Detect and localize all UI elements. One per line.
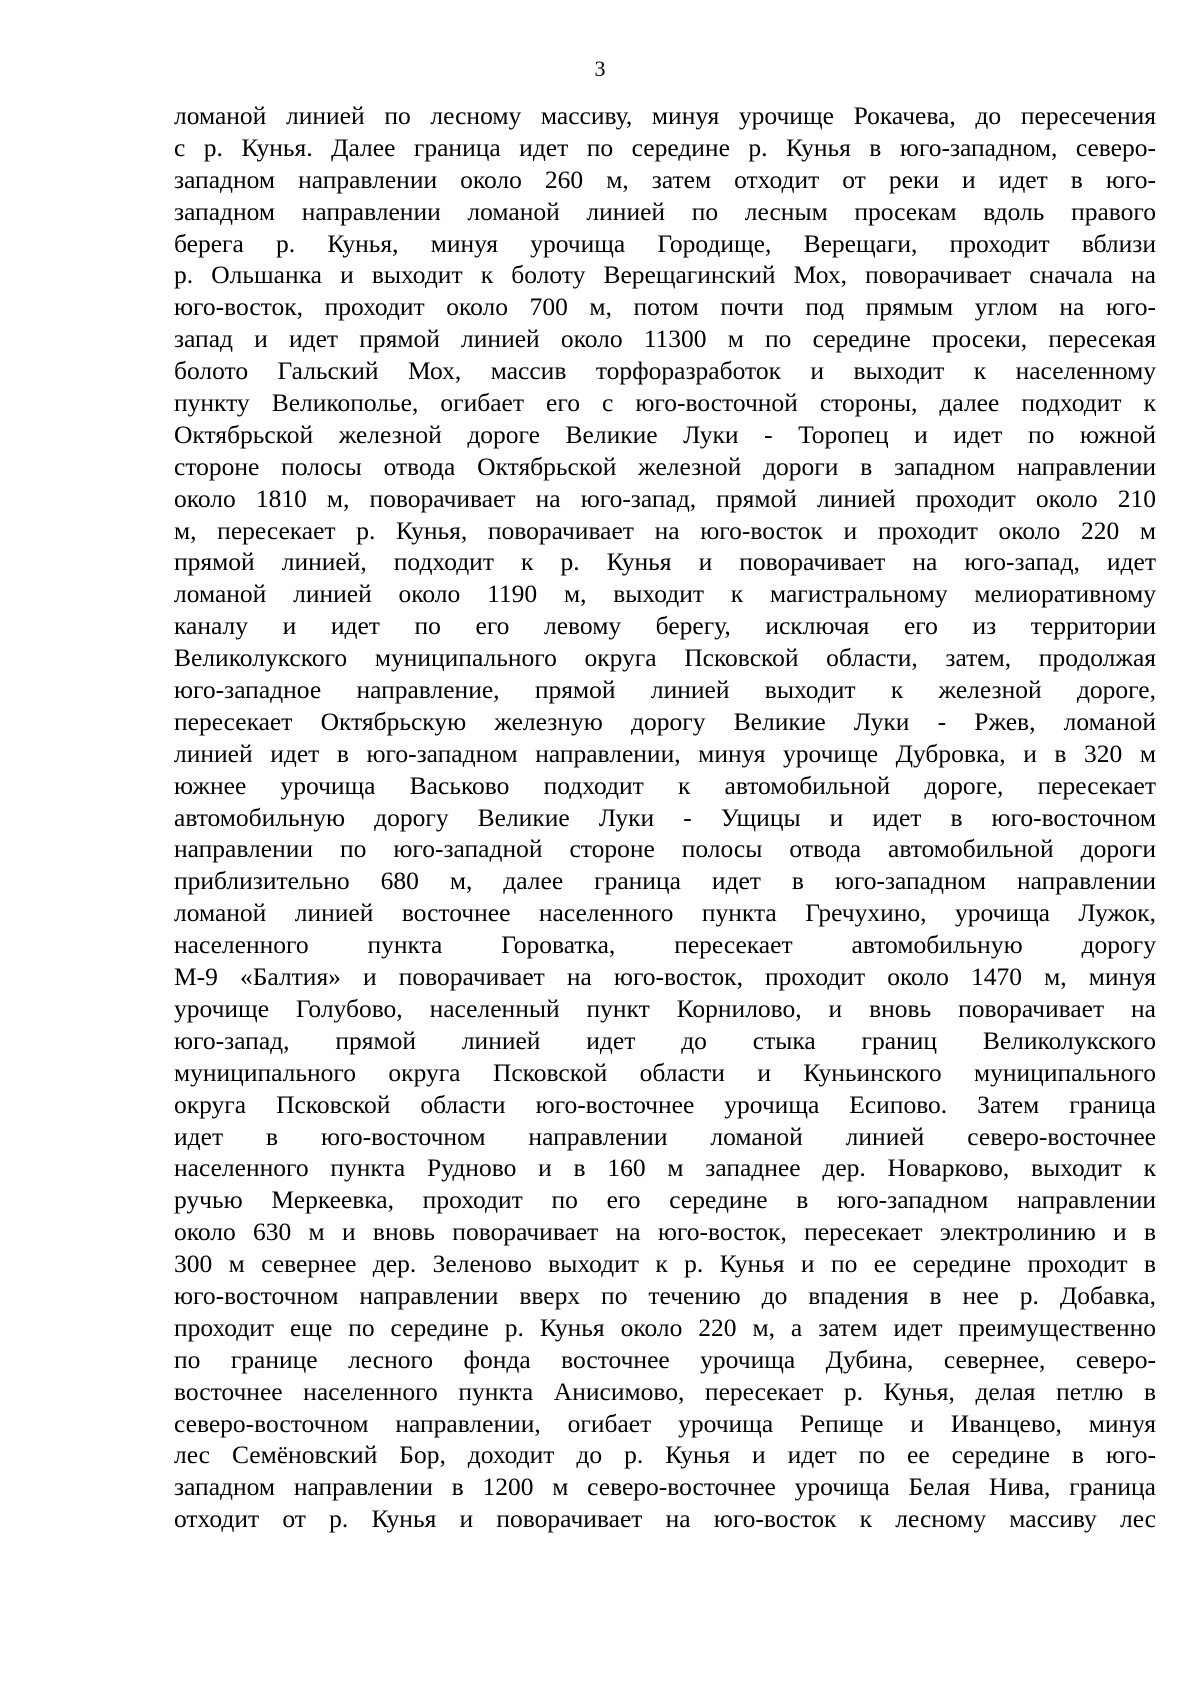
- text-line: западном направлении ломаной линией по лесным просекам вдоль правого: [174, 196, 1156, 226]
- text-line: приблизительно 680 м, далее граница идет в юго-западном направлении: [174, 866, 1156, 896]
- text-line: западном направлении около 260 м, затем отходит от реки и идет в юго-: [174, 164, 1156, 194]
- text-line: северо-восточном направлении, огибает урочища Репище и Иванцево, минуя: [174, 1408, 1156, 1438]
- text-line: лес Семёновский Бор, доходит до р. Кунья и идет по ее середине в юго-: [174, 1440, 1156, 1470]
- text-line: около 1810 м, поворачивает на юго-запад, прямой линией проходит около 210: [174, 483, 1156, 513]
- text-line: стороне полосы отвода Октябрьской железной дороги в западном направлении: [174, 451, 1156, 481]
- text-line: 300 м севернее дер. Зеленово выходит к р. Кунья и по ее середине проходит в: [174, 1249, 1156, 1279]
- text-line: направлении по юго-западной стороне полосы отвода автомобильной дороги: [174, 834, 1156, 864]
- text-line: южнее урочища Васьково подходит к автомобильной дороге, пересекает: [174, 770, 1156, 800]
- text-line: около 630 м и вновь поворачивает на юго-восток, пересекает электролинию и в: [174, 1217, 1156, 1247]
- text-line: населенного пункта Рудново и в 160 м западнее дер. Новарково, выходит к: [174, 1153, 1156, 1183]
- text-line: муниципального округа Псковской области и Куньинского муниципального: [174, 1057, 1156, 1087]
- text-line: автомобильную дорогу Великие Луки - Ущицы и идет в юго-восточном: [174, 802, 1156, 832]
- text-line: урочище Голубово, населенный пункт Корнилово, и вновь поворачивает на: [174, 993, 1156, 1023]
- document-body-text: [174, 100, 1156, 1535]
- text-line: Октябрьской железной дороге Великие Луки - Торопец и идет по южной: [174, 419, 1156, 449]
- text-line: прямой линией, подходит к р. Кунья и поворачивает на юго-запад, идет: [174, 547, 1156, 577]
- text-line: юго-западное направление, прямой линией выходит к железной дороге,: [174, 675, 1156, 705]
- text-line: проходит еще по середине р. Кунья около 220 м, а затем идет преимущественно: [174, 1312, 1156, 1342]
- text-line: по границе лесного фонда восточнее урочища Дубина, севернее, северо-: [174, 1344, 1156, 1374]
- text-line: пересекает Октябрьскую железную дорогу Великие Луки - Ржев, ломаной: [174, 706, 1156, 736]
- text-line: каналу и идет по его левому берегу, исключая его из территории: [174, 611, 1156, 641]
- text-line: округа Псковской области юго-восточнее урочища Есипово. Затем граница: [174, 1089, 1156, 1119]
- text-line: ломаной линией по лесному массиву, минуя урочище Рокачева, до пересечения: [174, 101, 1156, 130]
- text-line: западном направлении в 1200 м северо-восточнее урочища Белая Нива, граница: [174, 1472, 1156, 1502]
- text-line: с р. Кунья. Далее граница идет по середине р. Кунья в юго-западном, северо-: [174, 132, 1156, 162]
- text-line: юго-восточном направлении вверх по течению до впадения в нее р. Добавка,: [174, 1280, 1156, 1310]
- text-line: ломаной линией около 1190 м, выходит к магистральному мелиоративному: [174, 579, 1156, 609]
- text-line: восточнее населенного пункта Анисимово, пересекает р. Кунья, делая петлю в: [174, 1376, 1156, 1406]
- text-line: населенного пункта Гороватка, пересекает автомобильную дорогу: [174, 930, 1156, 960]
- text-line: идет в юго-восточном направлении ломаной линией северо-восточнее: [174, 1121, 1156, 1151]
- page-number: 3: [594, 56, 606, 81]
- text-line: юго-восток, проходит около 700 м, потом почти под прямым углом на юго-: [174, 292, 1156, 322]
- text-line: ломаной линией восточнее населенного пункта Гречухино, урочища Лужок,: [174, 898, 1156, 928]
- text-line: линией идет в юго-западном направлении, минуя урочище Дубровка, и в 320 м: [174, 738, 1156, 768]
- text-line: берега р. Кунья, минуя урочища Городище, Верещаги, проходит вблизи: [174, 228, 1156, 258]
- text-line: запад и идет прямой линией около 11300 м по середине просеки, пересекая: [174, 324, 1156, 354]
- text-line: юго-запад, прямой линией идет до стыка границ Великолукского: [174, 1025, 1156, 1055]
- text-line: болото Гальский Мох, массив торфоразработок и выходит к населенному: [174, 356, 1156, 386]
- text-line: ручью Меркеевка, проходит по его середине в юго-западном направлении: [174, 1185, 1156, 1215]
- text-line: М-9 «Балтия» и поворачивает на юго-восток, проходит около 1470 м, минуя: [174, 962, 1156, 992]
- text-line: р. Ольшанка и выходит к болоту Верещагинский Мох, поворачивает сначала на: [174, 260, 1156, 290]
- text-line: отходит от р. Кунья и поворачивает на юго-восток к лесному массиву лес: [174, 1504, 1156, 1534]
- text-line: м, пересекает р. Кунья, поворачивает на юго-восток и проходит около 220 м: [174, 515, 1156, 545]
- text-line: пункту Великополье, огибает его с юго-восточной стороны, далее подходит к: [174, 388, 1156, 418]
- text-line: Великолукского муниципального округа Псковской области, затем, продолжая: [174, 643, 1156, 673]
